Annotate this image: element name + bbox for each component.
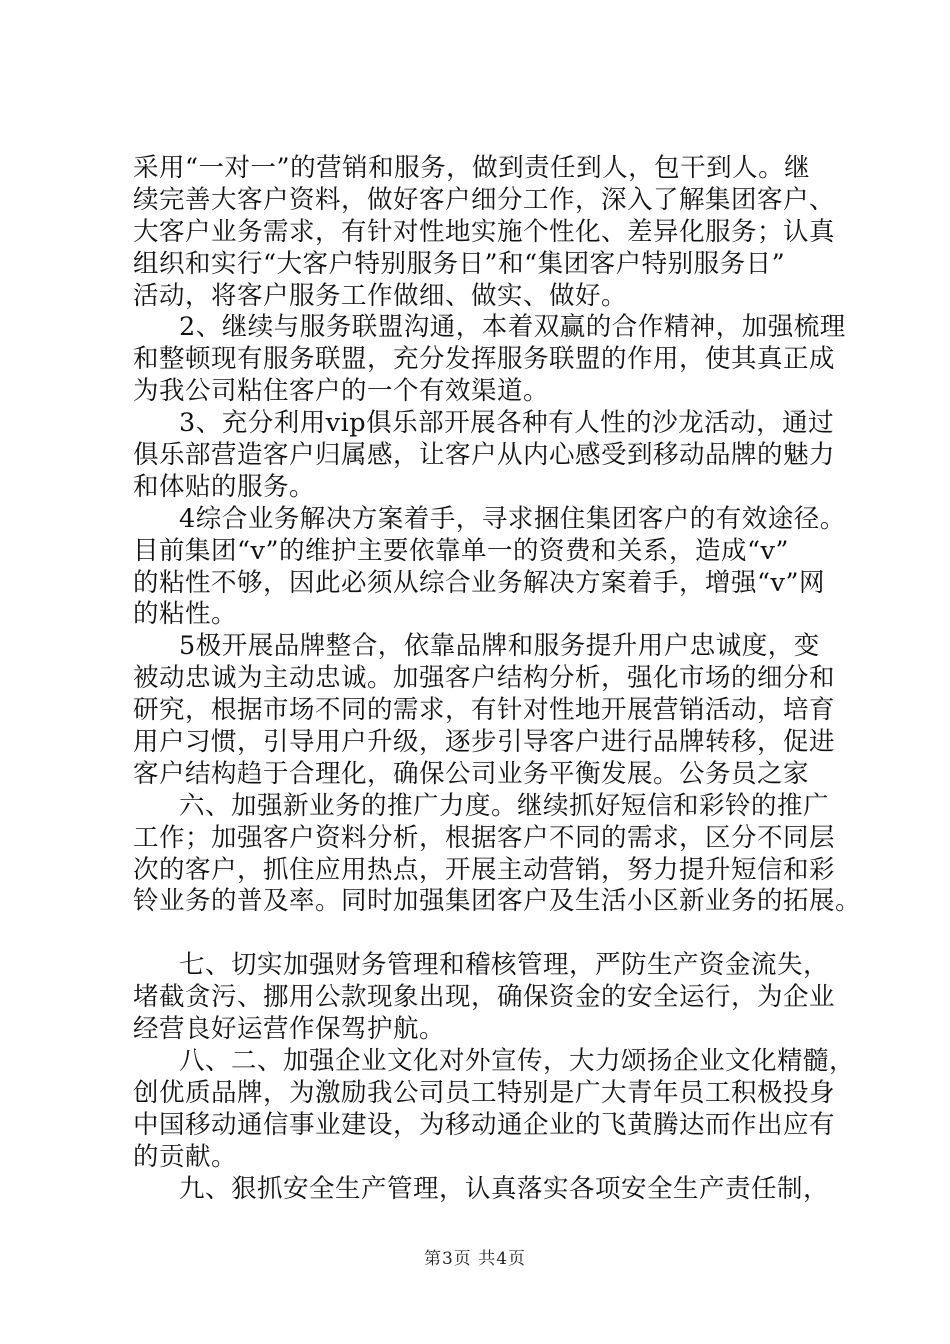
blank-line: [133, 918, 833, 950]
text-line: 和整顿现有服务联盟，充分发挥服务联盟的作用，使其真正成: [133, 344, 836, 375]
text-line: 经营良好运营作保驾护航。: [133, 1014, 446, 1045]
text-line: 九、狠抓安全生产管理，认真落实各项安全生产责任制，: [179, 1173, 830, 1204]
text-line: 被动忠诚为主动忠诚。加强客户结构分析，强化市场的细分和: [133, 663, 836, 694]
text-line: 2、继续与服务联盟沟通，本着双赢的合作精神，加强梳理: [179, 312, 846, 343]
text-line: 为我公司粘住客户的一个有效渠道。: [133, 376, 550, 407]
text-line: 活动，将客户服务工作做细、做实、做好。: [133, 280, 628, 311]
text-line: 工作；加强客户资料分析，根据客户不同的需求，区分不同层: [133, 822, 836, 853]
text-line: 俱乐部营造客户归属感，让客户从内心感受到移动品牌的魅力: [133, 440, 836, 471]
text-line: 的贡献。: [133, 1141, 238, 1172]
text-line: 次的客户，抓住应用热点，开展主动营销，努力提升短信和彩: [133, 854, 836, 885]
text-line: 和体贴的服务。: [133, 471, 316, 502]
text-line: 组织和实行“大客户特别服务日”和“集团客户特别服务日”: [133, 248, 786, 279]
document-body: [133, 153, 862, 1205]
text-line: 六、加强新业务的推广力度。继续抓好短信和彩铃的推广: [179, 790, 830, 821]
text-line: 创优质品牌，为激励我公司员工特别是广大青年员工积极投身: [133, 1077, 836, 1108]
text-line: 客户结构趋于合理化，确保公司业务平衡发展。公务员之家: [133, 758, 810, 789]
text-line: 5极开展品牌整合，依靠品牌和服务提升用户忠诚度，变: [179, 631, 820, 662]
text-line: 的粘性。: [133, 599, 238, 630]
text-line: 研究，根据市场不同的需求，有针对性地开展营销活动，培育: [133, 695, 836, 726]
text-line: 中国移动通信事业建设，为移动通企业的飞黄腾达而作出应有: [133, 1109, 836, 1140]
text-line: 目前集团“v”的维护主要依靠单一的资费和关系，造成“v”: [133, 535, 789, 566]
text-line: 铃业务的普及率。同时加强集团客户及生活小区新业务的拓展。: [133, 886, 862, 917]
text-line: 4综合业务解决方案着手，寻求捆住集团客户的有效途径。: [179, 503, 846, 534]
text-line: 堵截贪污、挪用公款现象出现，确保资金的安全运行，为企业: [133, 982, 836, 1013]
text-line: 的粘性不够，因此必须从综合业务解决方案着手，增强“v”网: [133, 567, 825, 598]
text-line: 3、充分利用vip俱乐部开展各种有人性的沙龙活动，通过: [179, 408, 835, 439]
text-line: 大客户业务需求，有针对性地实施个性化、差异化服务；认真: [133, 216, 836, 247]
text-line: 七、切实加强财务管理和稽核管理，严防生产资金流失，: [179, 950, 830, 981]
page-footer: 第3页 共4页: [423, 1249, 527, 1269]
text-line: 采用“一对一”的营销和服务，做到责任到人，包干到人。继: [133, 153, 811, 183]
text-line: 用户习惯，引导用户升级，逐步引导客户进行品牌转移，促进: [133, 727, 836, 758]
text-line: 续完善大客户资料，做好客户细分工作，深入了解集团客户、: [133, 184, 836, 215]
text-line: 八、二、加强企业文化对外宣传，大力颂扬企业文化精髓，: [179, 1045, 856, 1076]
